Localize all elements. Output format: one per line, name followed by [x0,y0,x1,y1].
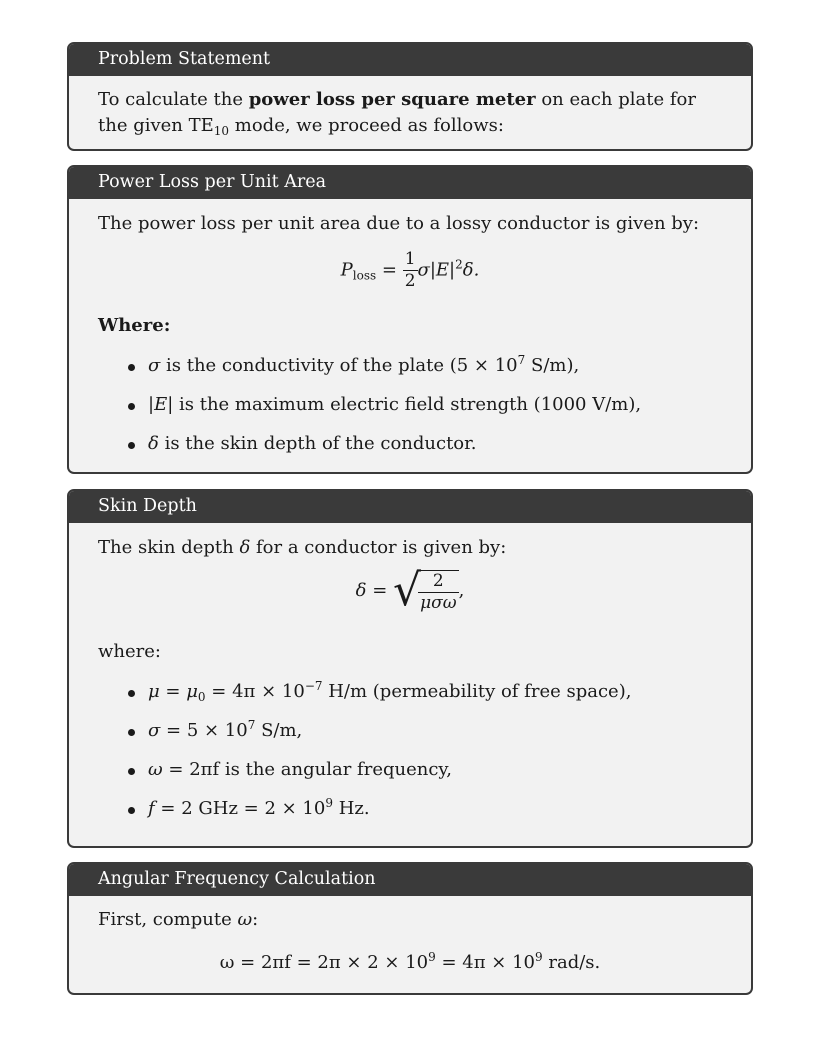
list-item [128,679,722,705]
problem-intro: To calculate the [98,89,249,110]
angular-frequency-body [69,896,751,976]
item-text: is the maximum electric field strength (1000 V/m), [173,394,642,415]
sd-text-2: for a conductor is given by: [250,537,507,558]
item-sup: 7 [247,718,256,732]
sd-where-label: where: [98,641,161,662]
power-loss-title: Power Loss per Unit Area [69,167,751,199]
af-text-1: First, compute [98,909,238,930]
sd-eq-lhs: δ = [355,580,394,601]
sd-text-sym: δ [239,537,251,558]
item-text: is the skin depth of the conductor. [158,433,477,454]
skin-depth-box [67,489,753,848]
mode-subscript: 10 [213,124,230,138]
problem-bold: power loss per square meter [248,89,536,110]
list-item [128,431,722,457]
item-after: S/m, [255,720,303,741]
item-symbol: σ [148,355,161,376]
item-math: f [148,798,155,819]
list-item [128,353,722,379]
sqrt-symbol: √ $\frac{2}{\text{μσω}}$ [393,565,457,616]
list-item [128,796,722,822]
item-symbol: |E| [148,394,174,415]
power-loss-equation [98,251,722,299]
skin-depth-text [98,535,722,561]
item-symbol: δ [148,433,159,454]
problem-statement-title: Problem Statement [69,44,751,76]
problem-statement-box [67,42,753,151]
problem-statement-text [98,87,722,139]
problem-statement-body [69,76,751,139]
where-bold: Where: [98,315,171,336]
item-sup: −7 [304,679,323,693]
problem-mid: on each plate for the given TE [98,89,696,136]
skin-depth-body [69,523,751,822]
problem-end: mode, we proceed as follows: [229,115,504,136]
item-math: μ = μ [148,681,198,702]
item-sup: 7 [517,353,526,367]
item-after: S/m), [525,355,580,376]
list-item [128,757,722,783]
item-math: ω [148,759,163,780]
power-loss-body [69,199,751,457]
af-text-2: : [252,909,259,930]
power-loss-list [98,353,722,457]
angular-frequency-title: Angular Frequency Calculation [69,864,751,896]
where-label [98,313,722,339]
eq-rhs-1: σ|E| [417,259,456,281]
item-rest: = 4π × 10 [205,681,305,702]
eq-fraction [403,251,418,290]
skin-depth-equation [98,565,722,627]
item-math: σ [148,720,161,741]
item-rest: = 5 × 10 [160,720,248,741]
power-loss-box [67,165,753,474]
eq-rhs-2: δ. [462,259,480,281]
angular-equation [98,950,722,976]
sd-eq-end: , [458,580,465,601]
item-text: is the conductivity of the plate (5 × 10 [160,355,518,376]
item-sub: 0 [197,690,206,704]
skin-depth-list [98,679,722,822]
item-after: H/m (permeability of free space), [322,681,632,702]
eq-frac-den: 2 [404,271,416,291]
sd-text-1: The skin depth [98,537,240,558]
angular-frequency-box [67,862,753,995]
eq-p: P [340,259,353,281]
af-eq-1: ω = 2πf = 2π × 2 × 10 [219,952,429,973]
power-loss-text: The power loss per unit area due to a lossy conductor is given by: [98,213,700,234]
eq-frac-num: 1 [404,249,416,269]
list-item [128,392,722,418]
eq-equals: = [376,259,403,281]
sd-eq-num: 2 [432,571,444,591]
list-item [128,718,722,744]
sd-eq-den: μσω [420,593,457,613]
item-rest: = 2πf is the angular frequency, [162,759,452,780]
item-sup: 9 [325,796,333,810]
af-eq-3: rad/s. [542,952,601,973]
eq-p-sub: loss [352,268,377,283]
eq-rhs-sup: 2 [455,257,463,272]
af-eq-sup-2: 9 [535,950,543,964]
af-eq-sup-1: 9 [428,950,436,964]
angular-text [98,907,722,933]
item-after: Hz. [332,798,370,819]
af-eq-2: = 4π × 10 [435,952,535,973]
skin-depth-title: Skin Depth [69,491,751,523]
item-rest: = 2 GHz = 2 × 10 [154,798,326,819]
af-text-sym: ω [237,909,253,930]
